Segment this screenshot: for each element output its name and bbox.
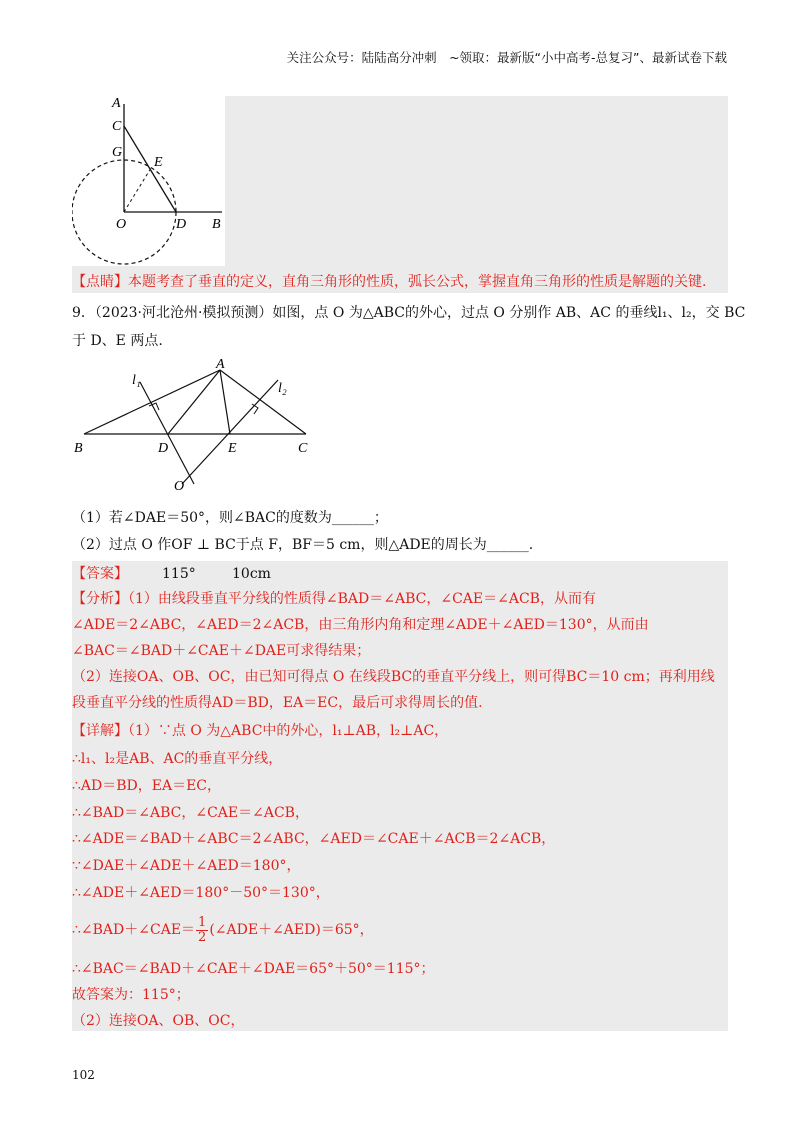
- answer-value1: 115°: [162, 566, 196, 582]
- figure2-label-b: B: [74, 441, 83, 456]
- question-line2: 于 D、E 两点.: [72, 333, 163, 349]
- answer-value2: 10cm: [232, 566, 271, 582]
- detail-line8: [72, 912, 374, 948]
- figure2-segment-ae: [220, 370, 230, 434]
- detail-line11: （2）连接OA、OB、OC，: [72, 1013, 245, 1029]
- figure2-segment-ad: [168, 370, 220, 434]
- fraction-one-half: [196, 916, 208, 945]
- figure2-side-ab: [84, 370, 220, 434]
- figure1-label-e: E: [154, 155, 163, 170]
- detail-line9: ∴∠BAC＝∠BAD＋∠CAE＋∠DAE＝65°＋50°＝115°；: [72, 961, 435, 977]
- page-header: 关注公众号：陆陆高分冲刺 ~领取：最新版“小中高考-总复习”、最新试卷下载: [286, 50, 727, 65]
- detail-line10: 故答案为：115°；: [72, 987, 190, 1003]
- figure2-label-e: E: [228, 441, 237, 456]
- figure1-label-c: C: [112, 119, 122, 134]
- detail-line8-pre: ∴∠BAD＋∠CAE＝: [72, 922, 196, 938]
- figure1-geometry: [72, 92, 232, 267]
- fraction-denominator: 2: [198, 929, 207, 945]
- analysis-line3: ∠BAC＝∠BAD＋∠CAE＋∠DAE可求得结果；: [72, 643, 371, 659]
- detail-line6: ∵∠DAE＋∠ADE＋∠AED＝180°，: [72, 858, 301, 874]
- figure1-label-a: A: [112, 96, 121, 111]
- figure2-label-d: D: [158, 441, 169, 456]
- question-part2: （2）过点 O 作OF ⊥ BC于点 F，BF＝5 cm，则△ADE的周长为______.: [72, 537, 534, 553]
- figure1-dashed-oe: [124, 168, 151, 212]
- detail-line2: ∴l₁、l₂是AB、AC的垂直平分线，: [72, 751, 283, 767]
- figure2-geometry: [72, 358, 322, 493]
- analysis-line2: ∠ADE＝2∠ABC，∠AED＝2∠ACB，由三角形内角和定理∠ADE＋∠AED＝130°，从而由: [72, 617, 649, 633]
- question-line1: 9．（2023·河北沧州·模拟预测）如图，点 O 为△ABC的外心，过点 O 分别作 AB、AC 的垂线l₁、l₂，交 BC: [72, 305, 746, 321]
- detail-line4: ∴∠BAD＝∠ABC，∠CAE＝∠ACB，: [72, 805, 309, 821]
- analysis-line4: （2）连接OA、OB、OC，由已知可得点 O 在线段BC的垂直平分线上，则可得BC＝10 cm；再利用线: [72, 669, 715, 685]
- question-part1: （1）若∠DAE＝50°，则∠BAC的度数为______；: [72, 510, 388, 526]
- figure2-line-l1: [140, 382, 194, 484]
- figure2-label-o: O: [174, 479, 185, 493]
- figure2-label-l2: l₂: [278, 381, 287, 396]
- figure2-line-l2: [182, 380, 278, 484]
- figure1-label-o: O: [116, 217, 127, 232]
- figure2-label-l1: l₁: [132, 373, 141, 388]
- detail-line7: ∴∠ADE＋∠AED＝180°－50°＝130°，: [72, 885, 330, 901]
- fraction-numerator: 1: [198, 914, 207, 930]
- figure2-label-a: A: [216, 358, 225, 372]
- analysis-line1: 【分析】（1）由线段垂直平分线的性质得∠BAD＝∠ABC，∠CAE＝∠ACB，从而有: [72, 591, 596, 607]
- figure2-right-angle-2: [252, 404, 258, 414]
- answer-tag: 【答案】: [72, 566, 128, 582]
- figure1-label-b: B: [212, 217, 221, 232]
- figure1-label-g: G: [112, 145, 123, 160]
- figure2-label-c: C: [298, 441, 308, 456]
- detail-line1: 【详解】（1）∵点 O 为△ABC中的外心，l₁⊥AB，l₂⊥AC，: [72, 723, 449, 739]
- remark-text: 【点睛】本题考查了垂直的定义，直角三角形的性质，弧长公式，掌握直角三角形的性质是解题的关键.: [72, 274, 707, 290]
- figure2-side-ac: [220, 370, 306, 434]
- page-number: 102: [72, 1068, 95, 1082]
- detail-line5: ∴∠ADE＝∠BAD＋∠ABC＝2∠ABC，∠AED＝∠CAE＋∠ACB＝2∠ACB，: [72, 831, 556, 847]
- analysis-line5: 段垂直平分线的性质得AD＝BD，EA＝EC，最后可求得周长的值.: [72, 695, 483, 711]
- detail-line3: ∴AD＝BD，EA＝EC，: [72, 778, 222, 794]
- figure1-label-d: D: [176, 217, 187, 232]
- detail-line8-post: (∠ADE＋∠AED)＝65°，: [209, 922, 374, 938]
